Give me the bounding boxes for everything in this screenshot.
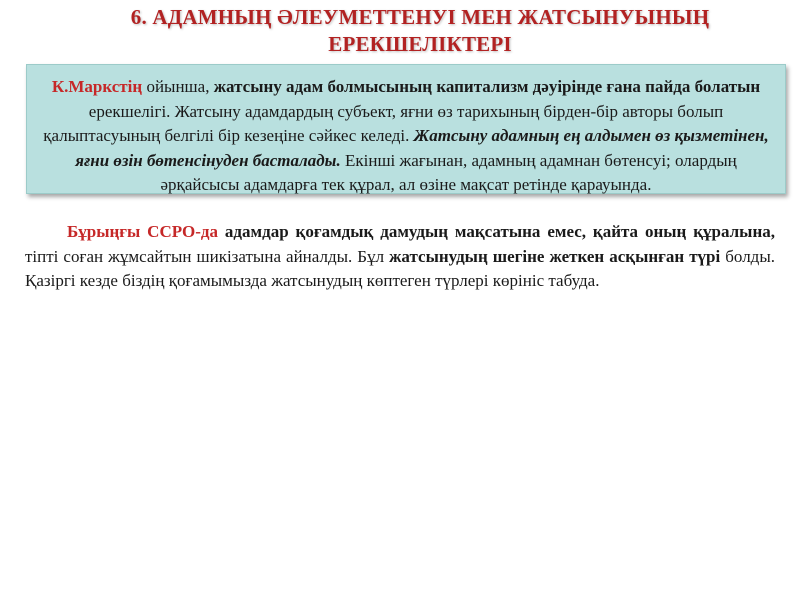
- paragraph-bold-1: адамдар қоғамдық дамудың мақсатына емес, қайта оның құралына,: [218, 222, 776, 241]
- quote-box: [26, 64, 786, 194]
- title-line-1: 6. АДАМНЫҢ ӘЛЕУМЕТТЕНУІ МЕН ЖАТСЫНУЫНЫҢ: [130, 5, 710, 29]
- paragraph-text-1: тіпті соған жұмсайтын шикізатына айналды. Бұл: [25, 246, 390, 266]
- quote-text-2: ерекшелігі. Жатсыну адамдардың субъект, яғни өз тарихының бірден-бір авторы болып қалыптасуының белгілі бір кезеңіне сәйкес келеді.: [43, 101, 724, 145]
- body-paragraph: [25, 220, 775, 294]
- quote-bold-2: Жатсыну адамның ең алдымен өз қызметінен, яғни өзін бөтенсінуден басталады.: [75, 126, 769, 170]
- quote-bold-1: жатсыну адам болмысының капитализм дәуірінде ғана пайда болатын: [213, 77, 761, 96]
- page-title: [100, 4, 740, 58]
- paragraph-text-2: болды. Қазіргі кезде біздің қоғамымызда жатсынудың көптеген түрлері көрініс табуда.: [25, 246, 775, 290]
- title-line-2: ЕРЕКШЕЛІКТЕРІ: [328, 32, 512, 56]
- paragraph-bold-2: жатсынудың шегіне жеткен асқынған түрі: [389, 246, 721, 266]
- quote-text-1: ойынша,: [142, 77, 214, 96]
- quote-author: К.Маркстің: [51, 77, 143, 96]
- quote-text-3: Екінші жағынан, адамның адамнан бөтенсуі; олардың әрқайсысы адамдарға тек құрал, ал өзіне мақсат ретінде қарауында.: [160, 150, 737, 194]
- paragraph-red-phrase: Бұрыңғы ССРО-да: [67, 222, 218, 241]
